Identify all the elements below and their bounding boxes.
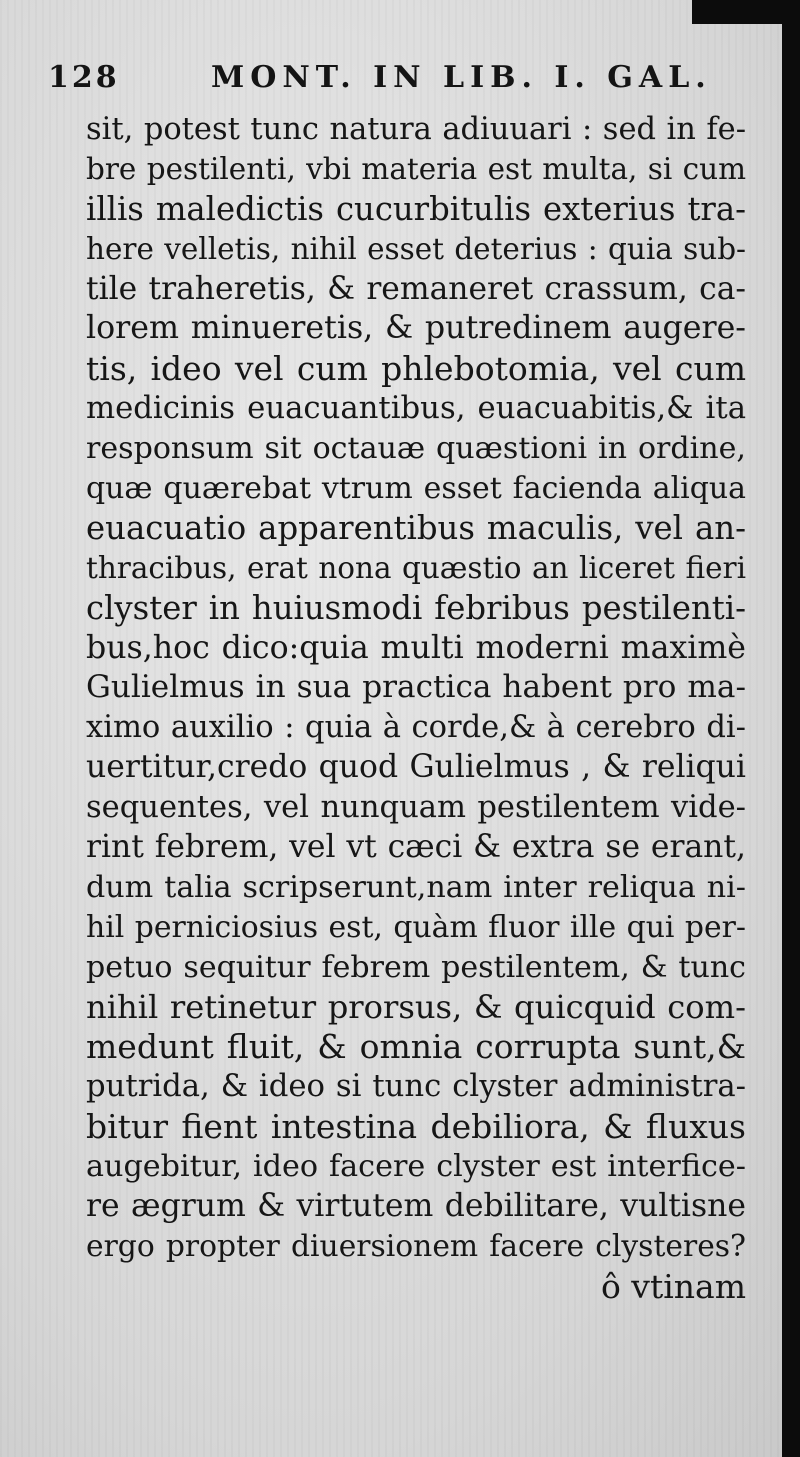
text-line: responsum sit octauæ quæstioni in ordine,	[86, 431, 746, 467]
scan-margin-shadow	[692, 0, 782, 24]
text-line: bus,hoc dico:quia multi moderni maximè	[86, 629, 746, 666]
running-head	[48, 60, 712, 100]
text-line: clyster in huiusmodi febribus pestilenti-	[86, 588, 746, 627]
page-number: 128	[48, 60, 120, 95]
text-line: tis, ideo vel cum phlebotomia, vel cum	[86, 349, 746, 389]
text-line: medunt fluit, & omnia corrupta sunt,&	[86, 1027, 746, 1067]
text-line: medicinis euacuantibus, euacuabitis,& ita	[86, 391, 746, 427]
text-line: nihil retinetur prorsus, & quicquid com-	[86, 987, 746, 1026]
text-line: putrida, & ideo si tunc clyster administra-	[86, 1069, 746, 1105]
text-line: petuo sequitur febrem pestilentem, & tunc	[86, 949, 746, 985]
body-text	[86, 110, 746, 1307]
text-line: ximo auxilio : quia à corde,& à cerebro di-	[86, 710, 746, 746]
text-line: sequentes, vel nunquam pestilentem vide-	[86, 790, 746, 826]
text-line: thracibus, erat nona quæstio an liceret fieri	[86, 550, 746, 585]
catchword: ô vtinam	[600, 1266, 746, 1306]
text-line: uertitur,credo quod Gulielmus , & reliqui	[86, 749, 746, 786]
text-line: here velletis, nihil esset deterius : quia sub-	[86, 231, 746, 266]
text-line: re ægrum & virtutem debilitare, vultisne	[86, 1188, 746, 1225]
text-line: hil perniciosius est, quàm fluor ille qui per-	[86, 909, 746, 945]
text-line: dum talia scripserunt,nam inter reliqua ni-	[86, 869, 746, 905]
text-line: Gulielmus in sua practica habent pro ma-	[86, 669, 746, 706]
text-line: euacuatio apparentibus maculis, vel an-	[86, 508, 746, 547]
text-line: bitur fient intestina debiliora, & fluxus	[86, 1107, 746, 1147]
text-line: lorem minueretis, & putredinem augere-	[86, 310, 746, 347]
text-line: ergo propter diuersionem facere clysteres?	[86, 1228, 746, 1264]
text-line: illis maledictis cucurbitulis exterius tra-	[86, 189, 746, 228]
text-line: bre pestilenti, vbi materia est multa, si cum	[86, 151, 746, 186]
text-line: sit, potest tunc natura adiuuari : sed in fe-	[86, 112, 746, 147]
text-line: augebitur, ideo facere clyster est interfice-	[86, 1149, 746, 1185]
text-line: quæ quærebat vtrum esset facienda aliqua	[86, 471, 746, 507]
text-line: tile traheretis, & remaneret crassum, ca-	[86, 270, 746, 307]
text-line: rint febrem, vel vt cæci & extra se erant,	[86, 829, 746, 866]
running-title: MONT. IN LIB. I. GAL.	[211, 60, 712, 95]
